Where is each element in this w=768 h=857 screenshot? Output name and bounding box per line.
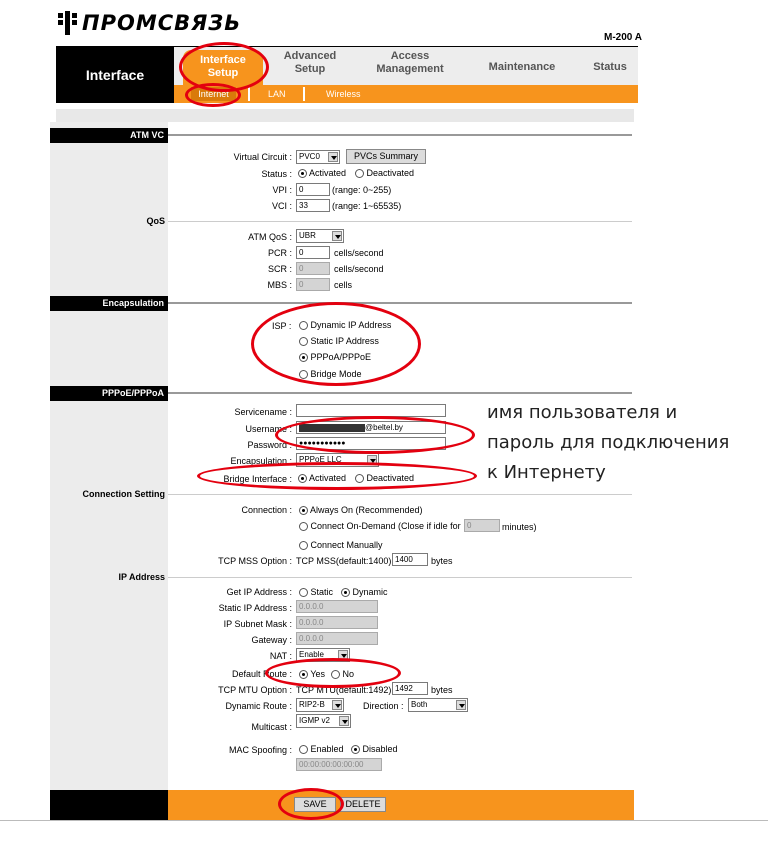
servicename-label: Servicename : bbox=[234, 407, 292, 417]
nat-label: NAT : bbox=[269, 651, 292, 661]
footer-left bbox=[50, 790, 168, 820]
section-pppoe: PPPoE/PPPoA bbox=[50, 386, 168, 401]
radio-checked-icon bbox=[299, 506, 308, 515]
section-divider bbox=[168, 392, 632, 394]
chevron-down-icon bbox=[328, 152, 338, 162]
tab-maintenance[interactable] bbox=[478, 61, 566, 74]
option-label: Bridge Mode bbox=[310, 369, 362, 379]
delete-button[interactable]: DELETE bbox=[340, 797, 386, 812]
tcp-mtu-label: TCP MTU Option : bbox=[218, 685, 292, 695]
brand-logo bbox=[58, 6, 241, 40]
subnav-divider bbox=[303, 87, 305, 101]
vci-label: VCI : bbox=[271, 201, 292, 211]
section-ip-address: IP Address bbox=[118, 572, 165, 582]
atm-qos-label: ATM QoS : bbox=[248, 232, 292, 242]
mac-disabled-option[interactable] bbox=[351, 744, 398, 754]
mac-enabled-option[interactable] bbox=[299, 744, 344, 754]
highlight-internet-tab bbox=[185, 83, 241, 107]
brand-name: ПРОМСВЯЗЬ bbox=[82, 11, 242, 35]
section-divider bbox=[168, 577, 632, 578]
radio-icon bbox=[355, 169, 364, 178]
mac-address-input[interactable]: 00:00:00:00:00:00 bbox=[296, 758, 382, 771]
radio-checked-icon bbox=[298, 169, 307, 178]
option-label: Activated bbox=[309, 168, 347, 178]
subnet-mask-label: IP Subnet Mask : bbox=[223, 619, 292, 629]
tcp-mss-input[interactable]: 1400 bbox=[392, 553, 428, 566]
nav-section-title: Interface bbox=[56, 47, 174, 103]
tab-label: Setup bbox=[207, 67, 239, 79]
mac-spoofing-label: MAC Spoofing : bbox=[228, 745, 292, 755]
radio-icon bbox=[299, 541, 308, 550]
username-value: @beltel.by bbox=[365, 423, 403, 432]
footer-bar bbox=[168, 790, 634, 820]
subtab-lan[interactable]: LAN bbox=[268, 89, 286, 99]
tcp-mtu-input[interactable]: 1492 bbox=[392, 682, 428, 695]
option-label: Connect Manually bbox=[310, 540, 383, 550]
pcr-input[interactable]: 0 bbox=[296, 246, 330, 259]
multicast-select[interactable] bbox=[296, 714, 351, 728]
highlight-credentials bbox=[275, 416, 475, 454]
get-ip-static-option[interactable] bbox=[299, 587, 333, 597]
chevron-down-icon bbox=[332, 700, 342, 710]
radio-checked-icon bbox=[341, 588, 350, 597]
static-ip-label: Static IP Address : bbox=[218, 603, 292, 613]
annotation-line: имя пользователя и bbox=[487, 402, 678, 423]
scr-label: SCR : bbox=[267, 264, 292, 274]
select-value: PVC0 bbox=[299, 152, 320, 161]
page-bottom-divider bbox=[0, 820, 768, 821]
tab-advanced-setup[interactable] bbox=[270, 50, 350, 76]
radio-checked-icon bbox=[351, 745, 360, 754]
save-button[interactable]: SAVE bbox=[294, 797, 336, 812]
tcp-mtu-unit: bytes bbox=[431, 685, 453, 695]
subnet-mask-input[interactable]: 0.0.0.0 bbox=[296, 616, 378, 629]
mbs-unit: cells bbox=[334, 280, 353, 290]
section-qos: QoS bbox=[146, 216, 165, 226]
pvcs-summary-button[interactable]: PVCs Summary bbox=[346, 149, 426, 164]
option-label: Disabled bbox=[362, 744, 398, 754]
highlight-save bbox=[278, 788, 344, 820]
option-label: Dynamic bbox=[352, 587, 388, 597]
multicast-label: Multicast : bbox=[251, 722, 292, 732]
section-divider bbox=[168, 302, 632, 304]
content-top-strip bbox=[56, 109, 634, 122]
pcr-unit: cells/second bbox=[334, 248, 384, 258]
status-deactivated-option[interactable] bbox=[355, 168, 414, 178]
chevron-down-icon bbox=[456, 700, 466, 710]
username-label: Username : bbox=[245, 424, 292, 434]
dynamic-route-select[interactable] bbox=[296, 698, 344, 712]
mbs-label: MBS : bbox=[267, 280, 292, 290]
virtual-circuit-label: Virtual Circuit : bbox=[233, 152, 292, 162]
gateway-input[interactable]: 0.0.0.0 bbox=[296, 632, 378, 645]
option-label: Deactivated bbox=[366, 473, 415, 483]
highlight-isp bbox=[251, 302, 421, 386]
highlight-default-route bbox=[265, 658, 401, 688]
section-atm-vc: ATM VC bbox=[50, 128, 168, 143]
annotation-line: пароль для подключения bbox=[487, 432, 730, 453]
tcp-mss-unit: bytes bbox=[431, 556, 453, 566]
isp-label: ISP : bbox=[272, 321, 292, 331]
option-label: Connect On-Demand (Close if idle for bbox=[310, 521, 461, 531]
option-label: Dynamic IP Address bbox=[310, 320, 392, 330]
direction-select[interactable] bbox=[408, 698, 468, 712]
logo-icon bbox=[58, 9, 78, 37]
default-route-label: Default Route : bbox=[231, 669, 292, 679]
on-demand-option[interactable] bbox=[299, 521, 461, 531]
scr-unit: cells/second bbox=[334, 264, 384, 274]
virtual-circuit-select[interactable] bbox=[296, 150, 340, 164]
subtab-wireless[interactable]: Wireless bbox=[326, 89, 361, 99]
model-name: M-200 A bbox=[604, 32, 642, 43]
tab-label: Maintenance bbox=[488, 61, 556, 73]
subnav-divider bbox=[248, 87, 250, 101]
tab-label: Management bbox=[376, 63, 444, 75]
get-ip-label: Get IP Address : bbox=[226, 587, 292, 597]
tab-access-management[interactable] bbox=[365, 50, 455, 76]
dynamic-route-label: Dynamic Route : bbox=[225, 701, 292, 711]
status-activated-option[interactable] bbox=[298, 168, 346, 178]
select-value: PPPoE LLC bbox=[299, 455, 342, 464]
static-ip-input[interactable]: 0.0.0.0 bbox=[296, 600, 378, 613]
option-label: Enabled bbox=[310, 744, 344, 754]
vci-range: (range: 1~65535) bbox=[332, 201, 402, 211]
password-input[interactable]: ●●●●●●●●●●● bbox=[296, 437, 446, 450]
vpi-input[interactable]: 0 bbox=[296, 183, 330, 196]
annotation-text bbox=[487, 398, 729, 488]
chevron-down-icon bbox=[332, 231, 342, 241]
tab-label: Setup bbox=[294, 63, 326, 75]
password-label: Password : bbox=[247, 440, 292, 450]
radio-icon bbox=[299, 745, 308, 754]
vpi-range: (range: 0~255) bbox=[332, 185, 392, 195]
idle-minutes-input[interactable]: 0 bbox=[464, 519, 500, 532]
select-value: UBR bbox=[299, 231, 316, 240]
tab-label: Interface bbox=[200, 54, 246, 66]
select-value: Enable bbox=[299, 650, 324, 659]
select-value: IGMP v2 bbox=[299, 716, 330, 725]
select-value: RIP2-B bbox=[299, 700, 325, 709]
minutes-label: minutes) bbox=[502, 522, 537, 532]
section-divider bbox=[168, 134, 632, 136]
tab-label: Status bbox=[593, 61, 627, 73]
pcr-label: PCR : bbox=[267, 248, 292, 258]
section-encapsulation: Encapsulation bbox=[50, 296, 168, 311]
chevron-down-icon bbox=[339, 716, 349, 726]
tcp-mtu-text: TCP MTU(default:1492) bbox=[296, 685, 392, 695]
option-label: Always On (Recommended) bbox=[310, 505, 423, 515]
tcp-mss-label: TCP MSS Option : bbox=[218, 556, 292, 566]
status-label: Status : bbox=[261, 169, 292, 179]
highlight-bridge-interface bbox=[197, 462, 477, 490]
gateway-label: Gateway : bbox=[251, 635, 292, 645]
atm-qos-select[interactable] bbox=[296, 229, 344, 243]
radio-icon bbox=[299, 588, 308, 597]
subtab-internet[interactable]: Internet bbox=[191, 87, 236, 101]
radio-icon bbox=[299, 522, 308, 531]
manual-option[interactable] bbox=[299, 540, 383, 550]
annotation-line: к Интернету bbox=[487, 462, 606, 483]
section-divider bbox=[168, 494, 632, 495]
get-ip-dynamic-option[interactable] bbox=[341, 587, 388, 597]
option-label: Deactivated bbox=[366, 168, 415, 178]
option-label: Yes bbox=[310, 669, 326, 679]
bridge-interface-label: Bridge Interface : bbox=[223, 474, 292, 484]
scr-input[interactable]: 0 bbox=[296, 262, 330, 275]
option-label: Activated bbox=[309, 473, 347, 483]
tab-label: Access bbox=[390, 50, 430, 62]
vpi-label: VPI : bbox=[272, 185, 292, 195]
connection-label: Connection : bbox=[241, 505, 292, 515]
option-label: Static bbox=[310, 587, 334, 597]
option-label: No bbox=[342, 669, 355, 679]
tcp-mss-text: TCP MSS(default:1400) bbox=[296, 556, 392, 566]
option-label: Static IP Address bbox=[310, 336, 379, 346]
tab-status[interactable] bbox=[582, 61, 638, 74]
tab-label: Advanced bbox=[283, 50, 337, 62]
option-label: PPPoA/PPPoE bbox=[310, 352, 372, 362]
mbs-input[interactable]: 0 bbox=[296, 278, 330, 291]
vci-input[interactable]: 33 bbox=[296, 199, 330, 212]
section-divider bbox=[168, 221, 632, 222]
direction-label: Direction : bbox=[363, 701, 404, 711]
select-value: Both bbox=[411, 700, 428, 709]
section-connection: Connection Setting bbox=[82, 489, 165, 499]
always-on-option[interactable] bbox=[299, 505, 423, 515]
encapsulation-label: Encapsulation : bbox=[230, 456, 292, 466]
